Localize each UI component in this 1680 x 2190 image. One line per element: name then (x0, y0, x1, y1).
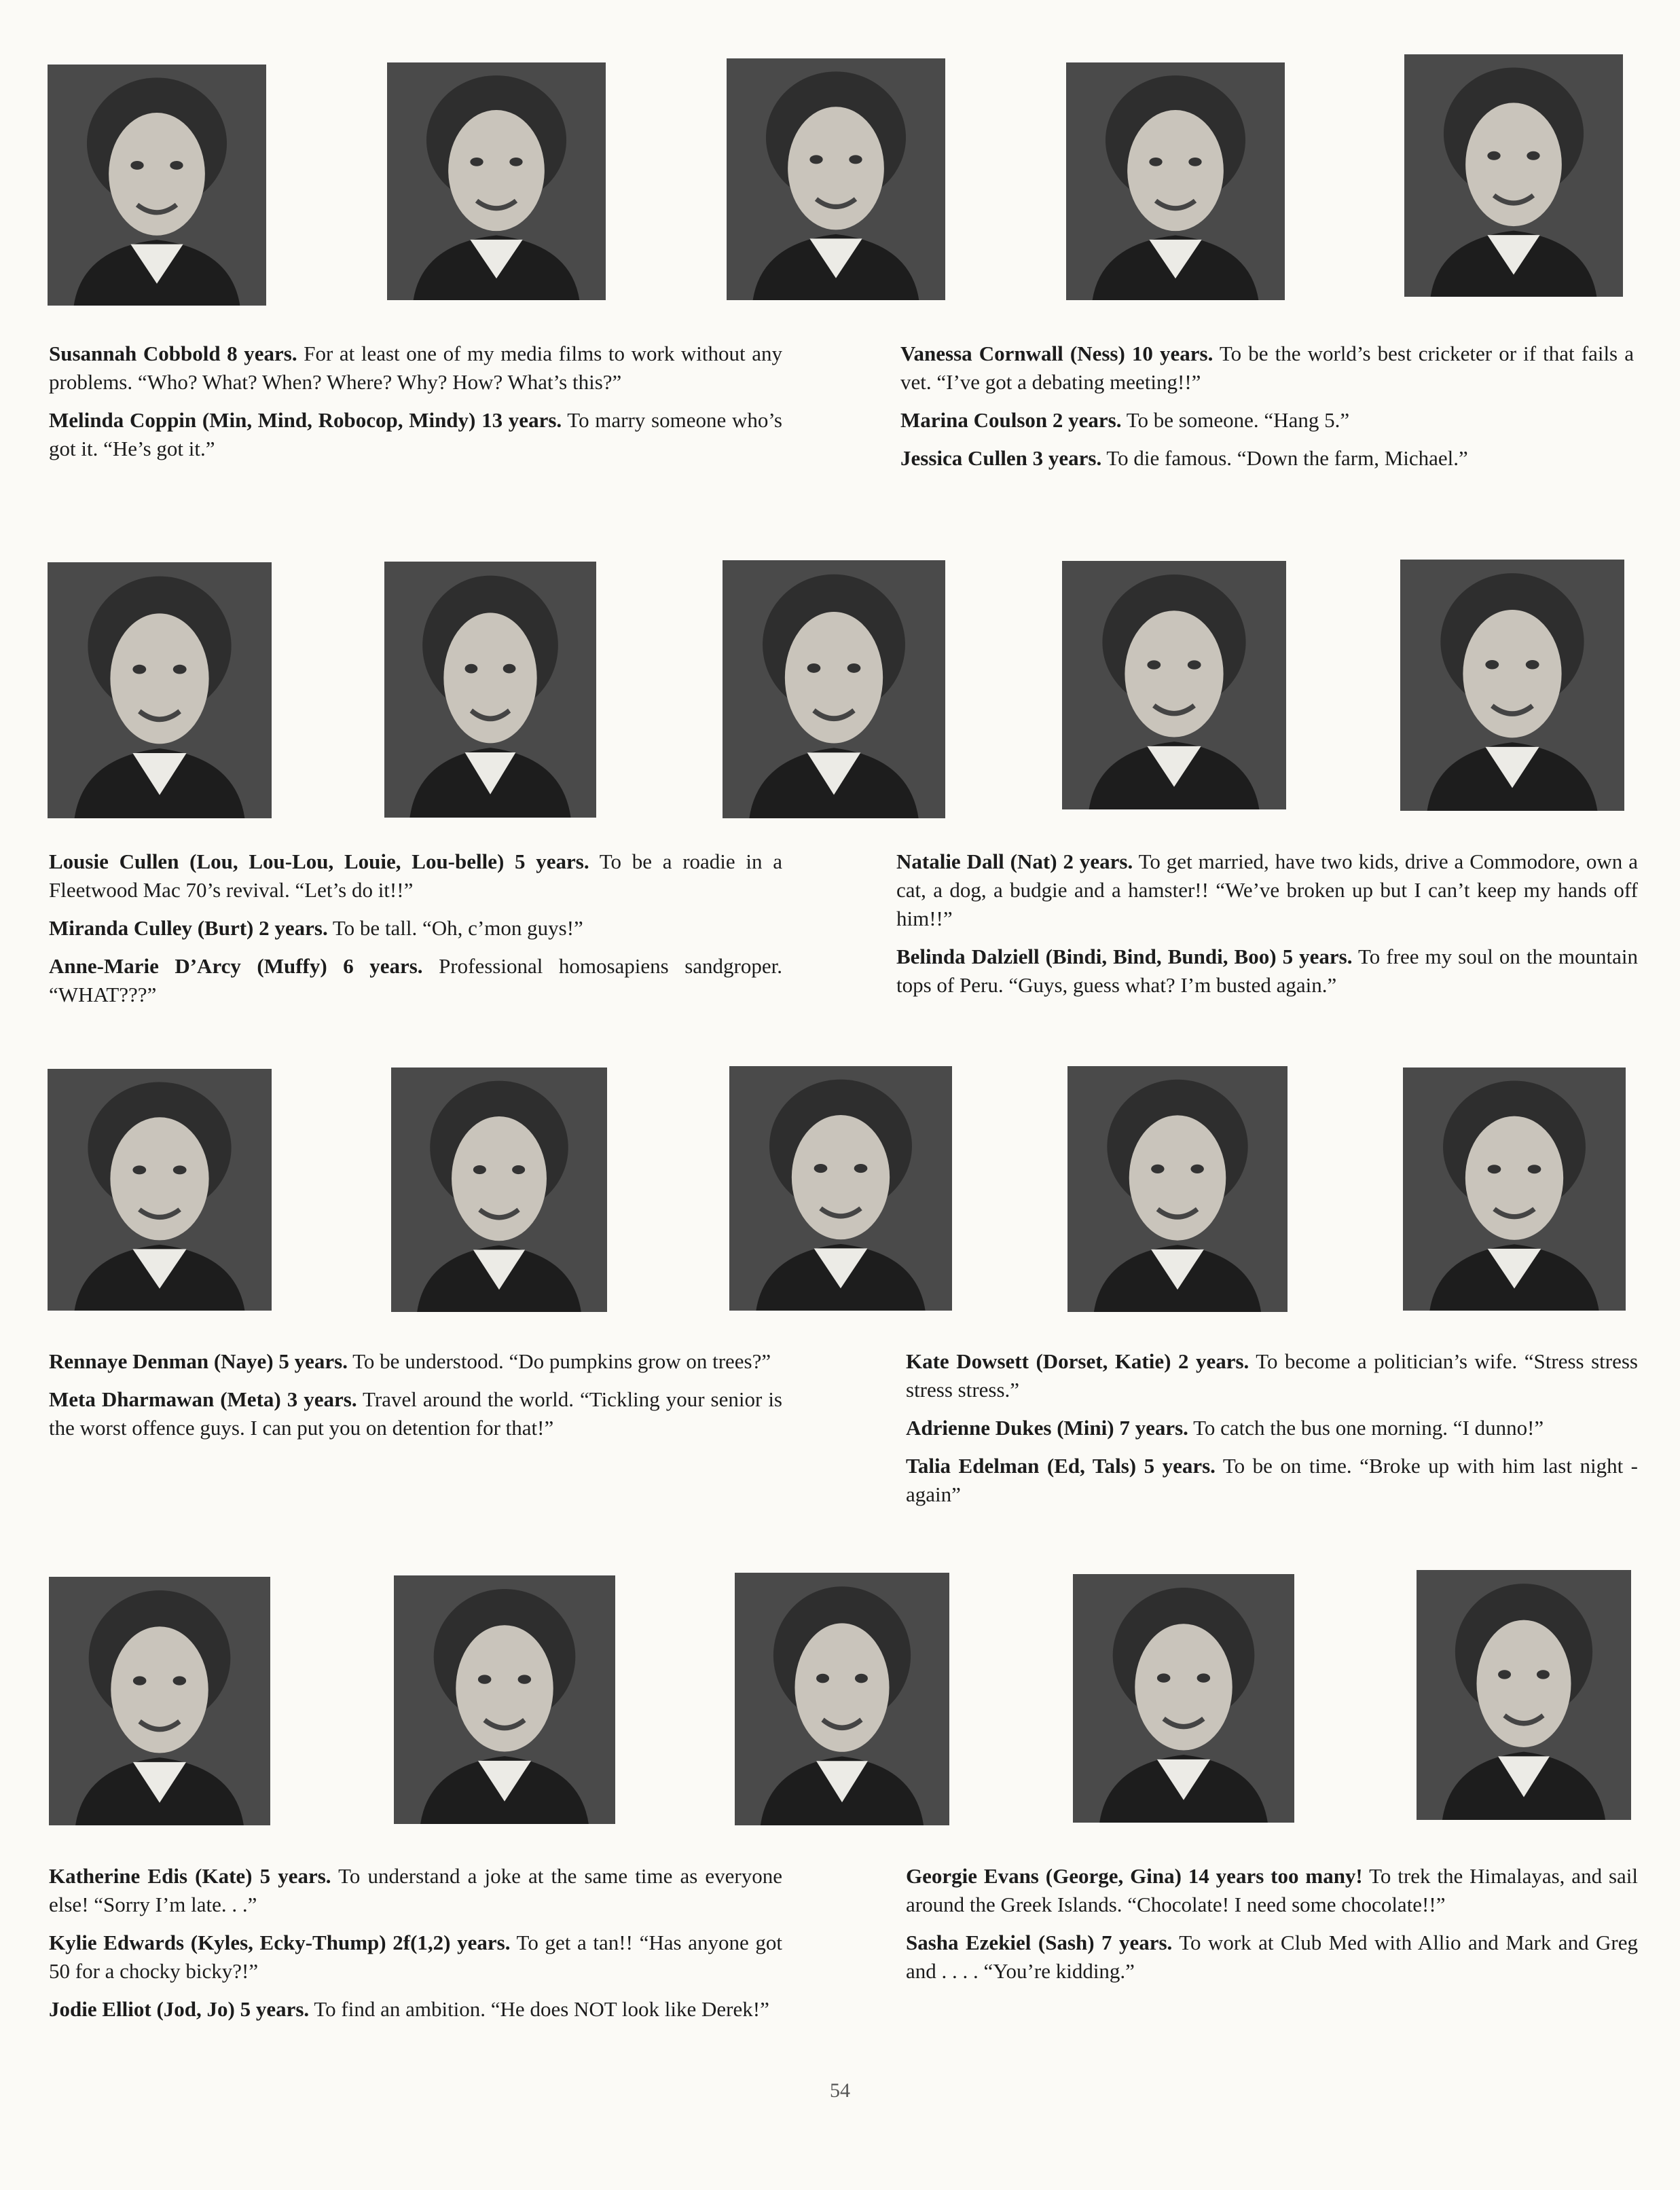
student-name: Meta Dharmawan (Meta) 3 years. (49, 1387, 357, 1411)
student-name: Susannah Cobbold 8 years. (49, 342, 297, 365)
portrait-image (1417, 1570, 1631, 1820)
student-entry (49, 1995, 782, 2024)
student-name: Natalie Dall (Nat) 2 years. (896, 850, 1133, 873)
student-name: Lousie Cullen (Lou, Lou-Lou, Louie, Lou-belle) 5 years. (49, 850, 589, 873)
student-name: Marina Coulson 2 years. (900, 408, 1122, 432)
student-name: Adrienne Dukes (Mini) 7 years. (906, 1416, 1188, 1440)
student-entry (906, 1862, 1638, 1919)
student-name: Jodie Elliot (Jod, Jo) 5 years. (49, 1997, 310, 2021)
student-note: To work at Club Med with Allio and Mark and Greg and . . . . “You’re kidding.” (906, 1931, 1638, 1983)
student-note: To be on time. “Broke up with him last night - again” (906, 1454, 1638, 1506)
student-note: To understand a joke at the same time as everyone else! “Sorry I’m late. . .” (49, 1864, 783, 1916)
portrait-image (394, 1575, 615, 1824)
student-name: Katherine Edis (Kate) 5 years. (49, 1864, 331, 1888)
student-photo (1417, 1570, 1631, 1820)
student-note: To die famous. “Down the farm, Michael.” (1101, 446, 1468, 470)
portrait-image (735, 1573, 949, 1825)
student-name: Kylie Edwards (Kyles, Ecky-Thump) 2f(1,2) years. (49, 1931, 511, 1954)
student-name: Rennaye Denman (Naye) 5 years. (49, 1349, 348, 1373)
student-name: Jessica Cullen 3 years. (900, 446, 1102, 470)
student-note: To marry someone who’s got it. “He’s got it.” (49, 408, 782, 460)
student-photo (735, 1573, 949, 1825)
student-photo (1073, 1574, 1294, 1823)
student-note: To get married, have two kids, drive a Commodore, own a cat, a dog, a budgie and a hamster!! “We’ve broken up but I can’t keep my hands off him!!” (896, 850, 1638, 930)
student-note: For at least one of my media films to work without any problems. “Who? What? When? Where? Why? How? What’s this?” (49, 342, 783, 394)
student-note: To trek the Himalayas, and sail around the Greek Islands. “Chocolate! I need some chocolate!!” (906, 1864, 1639, 1916)
student-name: Talia Edelman (Ed, Tals) 5 years. (906, 1454, 1216, 1478)
student-note: Travel around the world. “Tickling your senior is the worst offence guys. I can put you on detention for that!” (49, 1387, 782, 1440)
entries-left (49, 1862, 782, 2033)
student-note: To become a politician’s wife. “Stress stress stress stress.” (906, 1349, 1638, 1402)
student-note: To be tall. “Oh, c’mon guys!” (327, 916, 583, 940)
student-photo (394, 1575, 615, 1824)
page-number: 54 (830, 2079, 850, 2102)
portrait-image (1073, 1574, 1294, 1823)
student-entry (906, 1929, 1638, 1986)
student-name: Anne-Marie D’Arcy (Muffy) 6 years. (49, 954, 423, 978)
student-name: Kate Dowsett (Dorset, Katie) 2 years. (906, 1349, 1249, 1373)
student-name: Miranda Culley (Burt) 2 years. (49, 916, 328, 940)
student-note: To be understood. “Do pumpkins grow on trees?” (347, 1349, 771, 1373)
student-name: Belinda Dalziell (Bindi, Bind, Bundi, Boo) 5 years. (896, 945, 1353, 968)
student-note: To free my soul on the mountain tops of Peru. “Guys, guess what? I’m busted again.” (896, 945, 1638, 997)
student-name: Georgie Evans (George, Gina) 14 years too many! (906, 1864, 1363, 1888)
student-note: To get a tan!! “Has anyone got 50 for a chocky bicky?!” (49, 1931, 783, 1983)
student-note: To be a roadie in a Fleetwood Mac 70’s revival. “Let’s do it!!” (49, 850, 782, 902)
student-note: Professional homosapiens sandgroper. “WHAT???” (49, 954, 782, 1006)
student-name: Sasha Ezekiel (Sash) 7 years. (906, 1931, 1173, 1954)
student-name: Vanessa Cornwall (Ness) 10 years. (900, 342, 1213, 365)
student-note: To catch the bus one morning. “I dunno!” (1188, 1416, 1544, 1440)
student-entry (49, 1862, 782, 1919)
student-name: Melinda Coppin (Min, Mind, Robocop, Mindy) 13 years. (49, 408, 562, 432)
entries-right (906, 1862, 1638, 1995)
student-photo (49, 1577, 270, 1825)
portrait-image (49, 1577, 270, 1825)
student-entry (49, 1929, 782, 1986)
student-note: To find an ambition. “He does NOT look like Derek!” (309, 1997, 769, 2021)
student-note: To be the world’s best cricketer or if that fails a vet. “I’ve got a debating meeting!!” (900, 342, 1634, 394)
student-note: To be someone. “Hang 5.” (1121, 408, 1350, 432)
